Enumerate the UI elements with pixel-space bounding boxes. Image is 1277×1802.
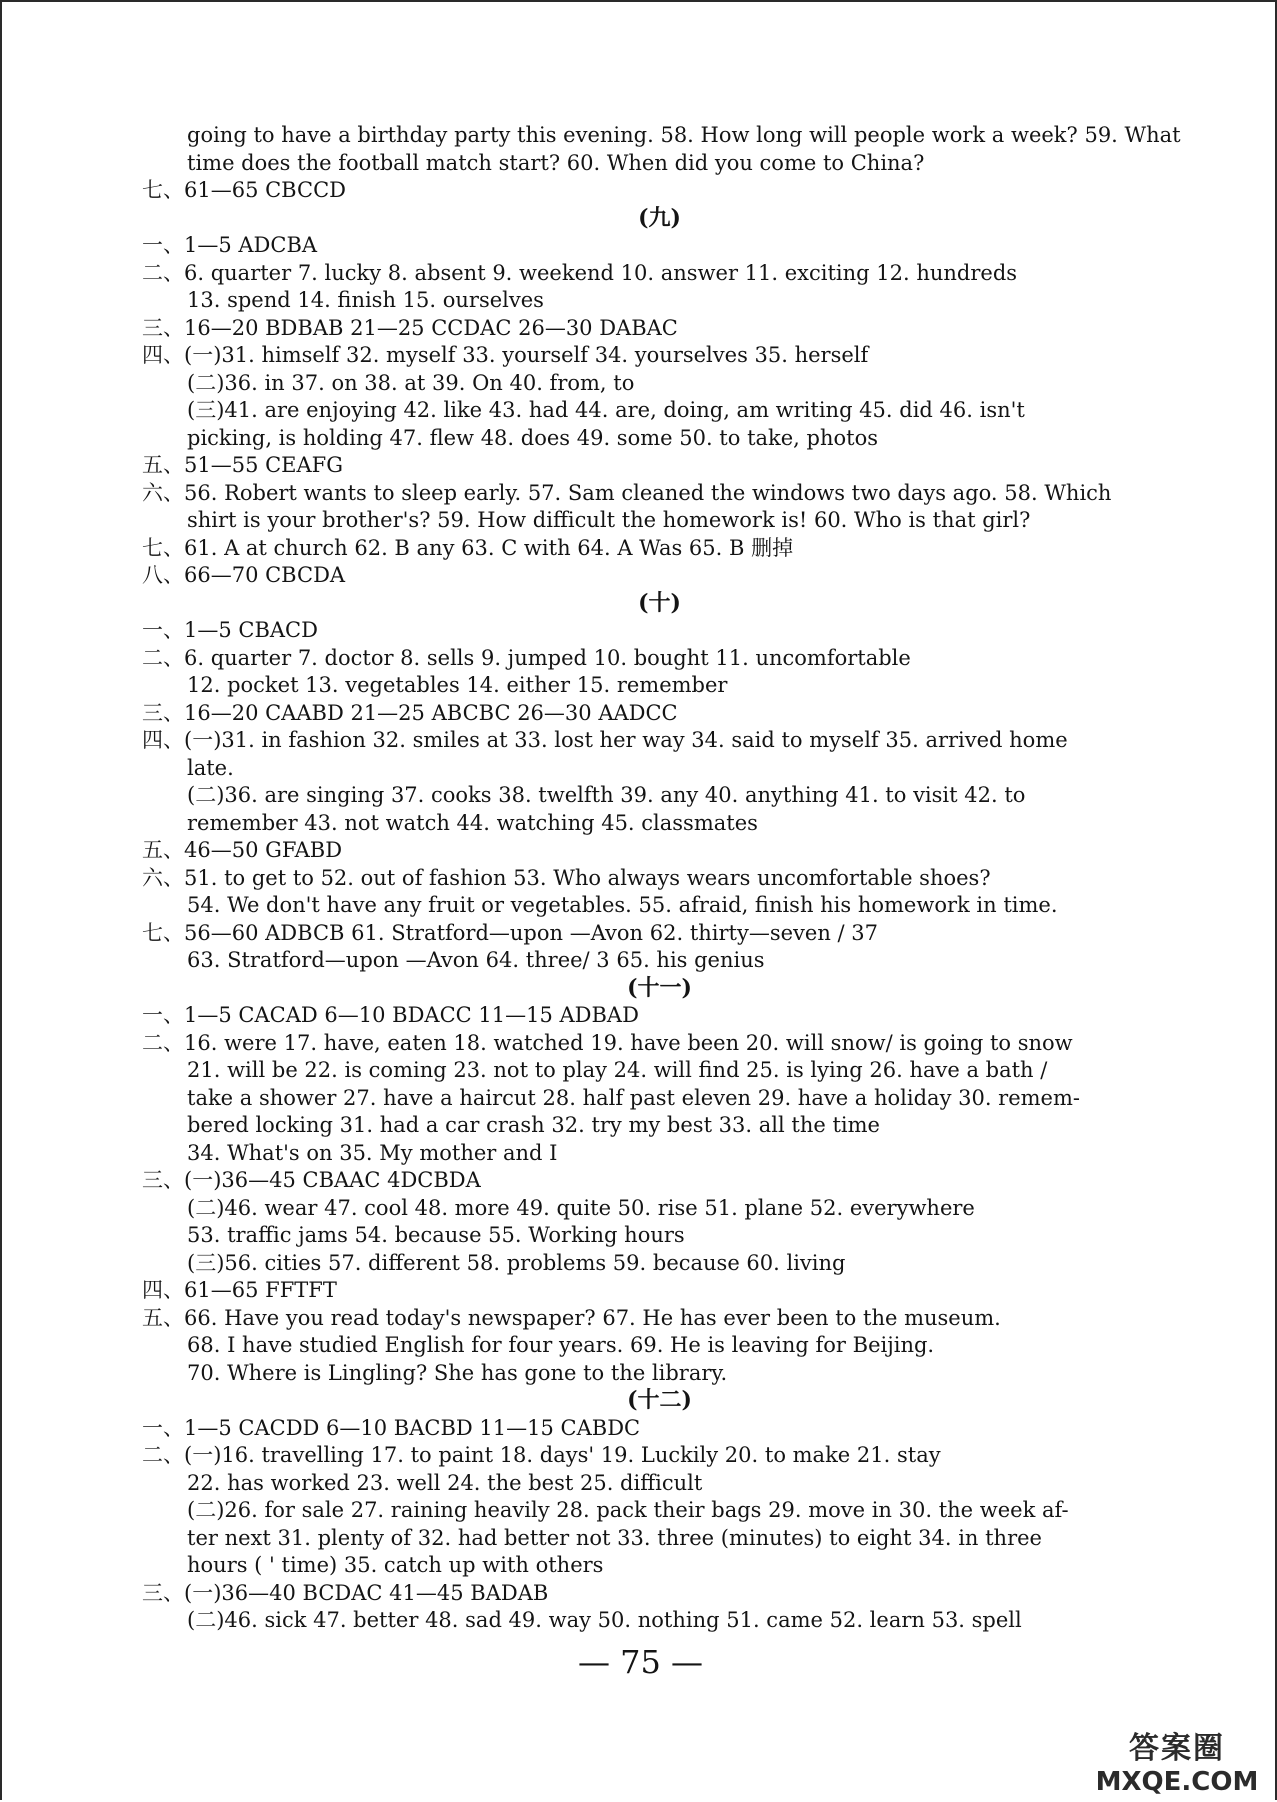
answer-line: (三)56. cities 57. different 58. problems 59. because 60. living: [187, 1250, 846, 1275]
section-heading: (十一): [627, 974, 692, 1001]
answer-line: bered locking 31. had a car crash 32. try my best 33. all the time: [187, 1113, 880, 1137]
answer-line: 22. has worked 23. well 24. the best 25. difficult: [187, 1470, 703, 1495]
answer-line: ter next 31. plenty of 32. had better not 33. three (minutes) to eight 34. in three: [187, 1525, 1042, 1550]
section-heading: (十): [638, 589, 681, 616]
section-heading: (九): [638, 204, 681, 231]
answer-line: 一、1—5 ADCBA: [142, 233, 318, 257]
answer-line: 二、16. were 17. have, eaten 18. watched 19. have been 20. will snow/ is going to snow: [142, 1030, 1073, 1055]
answer-line: 五、51—55 CEAFG: [142, 453, 344, 477]
answer-line: 七、56—60 ADBCB 61. Stratford—upon —Avon 62. thirty—seven / 37: [142, 920, 879, 945]
answer-line: 七、61. A at church 62. B any 63. C with 64. A Was 65. B 删掉: [142, 535, 794, 560]
answer-line: 21. will be 22. is coming 23. not to play 24. will find 25. is lying 26. have a bath /: [187, 1058, 1048, 1082]
answer-line: 四、61—65 FFTFT: [142, 1278, 337, 1302]
section-heading: (十二): [627, 1387, 692, 1413]
answer-line: picking, is holding 47. flew 48. does 49. some 50. to take, photos: [187, 425, 879, 450]
answer-line: 63. Stratford—upon —Avon 64. three/ 3 65. his genius: [187, 948, 765, 972]
answer-line: (二)36. in 37. on 38. at 39. On 40. from, to: [187, 370, 635, 395]
answer-line: 五、46—50 GFABD: [142, 838, 343, 862]
answer-line: 二、6. quarter 7. doctor 8. sells 9. jumped 10. bought 11. uncomfortable: [142, 645, 911, 670]
answer-line: 54. We don't have any fruit or vegetables. 55. afraid, finish his homework in time.: [187, 893, 1058, 917]
answer-line: 三、(一)36—45 CBAAC 4DCBDA: [142, 1168, 481, 1192]
answer-line: (二)46. wear 47. cool 48. more 49. quite 50. rise 51. plane 52. everywhere: [187, 1195, 975, 1220]
answer-line: (二)46. sick 47. better 48. sad 49. way 50. nothing 51. came 52. learn 53. spell: [187, 1608, 1022, 1632]
answer-line: (二)36. are singing 37. cooks 38. twelfth 39. any 40. anything 41. to visit 42. to: [187, 783, 1026, 807]
answer-line: 68. I have studied English for four years. 69. He is leaving for Beijing.: [187, 1333, 935, 1357]
answer-line: 三、16—20 BDBAB 21—25 CCDAC 26—30 DABAC: [142, 315, 678, 340]
answer-line: time does the football match start? 60. When did you come to China?: [187, 150, 925, 175]
answer-line: 一、1—5 CACAD 6—10 BDACC 11—15 ADBAD: [142, 1003, 639, 1027]
answer-line: 三、16—20 CAABD 21—25 ABCBC 26—30 AADCC: [142, 700, 678, 725]
answer-line: 12. pocket 13. vegetables 14. either 15. remember: [187, 673, 728, 697]
answer-line: shirt is your brother's? 59. How difficult the homework is! 60. Who is that girl?: [187, 508, 1031, 532]
answer-line: (三)41. are enjoying 42. like 43. had 44. are, doing, am writing 45. did 46. isn't: [187, 398, 1025, 422]
answer-line: 四、(一)31. himself 32. myself 33. yourself 34. yourselves 35. herself: [142, 343, 869, 367]
answer-line: 34. What's on 35. My mother and I: [187, 1140, 558, 1165]
answer-content: [142, 122, 1181, 1635]
answer-line: going to have a birthday party this evening. 58. How long will people work a week? 59. What: [187, 123, 1181, 147]
watermark-logo-text: 答案圈: [1129, 1730, 1225, 1766]
answer-line: remember 43. not watch 44. watching 45. classmates: [187, 810, 758, 835]
answer-line: 二、(一)16. travelling 17. to paint 18. days' 19. Luckily 20. to make 21. stay: [142, 1443, 941, 1467]
answer-line: 二、6. quarter 7. lucky 8. absent 9. weekend 10. answer 11. exciting 12. hundreds: [142, 260, 1018, 285]
answer-line: 六、51. to get to 52. out of fashion 53. Who always wears uncomfortable shoes?: [142, 865, 991, 890]
watermark-logo-site: MXQE.COM: [1095, 1766, 1259, 1797]
answer-line: 三、(一)36—40 BCDAC 41—45 BADAB: [142, 1580, 549, 1605]
page-number: — 75 —: [577, 1643, 704, 1681]
watermark-logo: [1082, 1717, 1272, 1802]
answer-line: 六、56. Robert wants to sleep early. 57. Sam cleaned the windows two days ago. 58. Which: [142, 480, 1112, 505]
answer-line: 一、1—5 CACDD 6—10 BACBD 11—15 CABDC: [142, 1415, 641, 1440]
answer-line: take a shower 27. have a haircut 28. half past eleven 29. have a holiday 30. remem-: [187, 1085, 1080, 1110]
answer-line: 70. Where is Lingling? She has gone to the library.: [187, 1360, 728, 1385]
answer-line: 四、(一)31. in fashion 32. smiles at 33. lost her way 34. said to myself 35. arrived home: [142, 728, 1068, 752]
answer-line: 13. spend 14. finish 15. ourselves: [187, 288, 544, 312]
answer-line: 53. traffic jams 54. because 55. Working hours: [187, 1223, 685, 1247]
answer-line: 七、61—65 CBCCD: [142, 178, 346, 202]
answer-line: (二)26. for sale 27. raining heavily 28. pack their bags 29. move in 30. the week af-: [187, 1498, 1069, 1522]
answer-line: late.: [187, 755, 234, 780]
answer-line: 一、1—5 CBACD: [142, 618, 318, 642]
answer-line: 八、66—70 CBCDA: [142, 563, 346, 587]
answer-line: 五、66. Have you read today's newspaper? 67. He has ever been to the museum.: [142, 1305, 1001, 1330]
answer-line: hours ( ' time) 35. catch up with others: [187, 1553, 604, 1577]
